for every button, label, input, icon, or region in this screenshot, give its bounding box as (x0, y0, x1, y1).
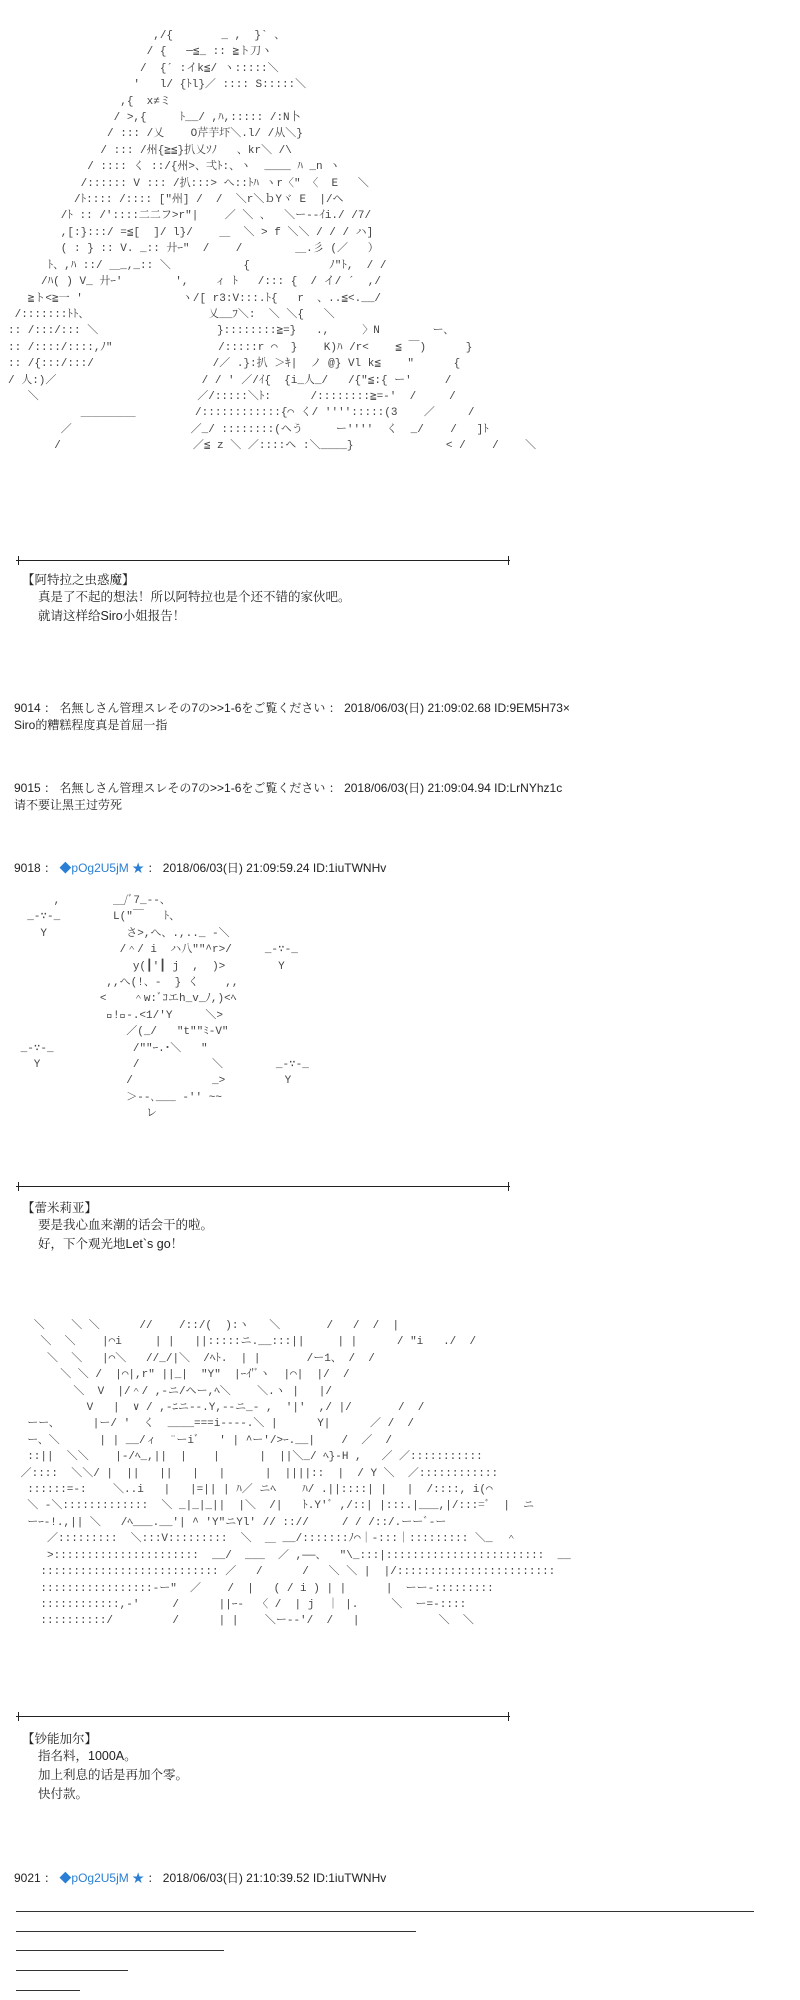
tripcode-link[interactable]: pOg2U5jM (71, 1871, 129, 1885)
post-header-9021 (14, 1869, 386, 1886)
post-number: 9021 ： (14, 1871, 57, 1885)
dialogue-divider (16, 560, 510, 561)
divider-tick-right (508, 556, 509, 565)
dialogue-divider (16, 1716, 510, 1717)
speech-line-3: 快付款。 (38, 1787, 89, 1801)
post-body-9014: Siro的糟糕程度真是首屈一指 (14, 718, 168, 732)
horizontal-line (16, 1970, 128, 1971)
speaker-name: 【蕾米莉亚】 (22, 1201, 98, 1215)
speech-line-1: 要是我心血来潮的话会干的啦。 (38, 1218, 214, 1232)
post-header-9018 (14, 859, 386, 876)
ascii-art-atlacha: ,/{ _ , }` 、 / { ─≦_ :: ≧ト刀ヽ / {´ :イk≦/ ヽ:::::＼ ' l/ {ﾄl}／ :::: S:::::＼ ,{ x≠ミ / >,{ ﾄ__/ ,ﾊ,::::: /:N卜 / ::: /乂 O芹芋圷＼.l/ /从＼} / ::: /州{≧≦}扒乂ｿﾉ 、kr＼ /\ / :::: く ::/{州>、弌ﾄ:、ヽ ____ ﾊ _n ヽ /:::::: V ::: /扒:::> へ::ﾄﾊ ヽr〈" 〈 E ＼ /ﾄ:::: /:::: ["州] / / ＼r＼ｂYヾ E |/ヘ /ﾄ :: /'::::二二フ>r"| ／ ＼ 、 ＼ー--ｲi./ /7/ ,[:}:::/ =≦[ ]/ l}/ ＿ ＼ > f ＼＼ / / / ハ] ( : } :: V. _:: 廾ｰ" / / ＿.彡 (／ ） ﾄ、,ﾊ ::/ ＿_,_:: ＼ { ﾉ"ﾄ, / / /ﾊ( ) V_ 廾ｰ' ', ィ ﾄ /::: { / イ/ ´ ,/ ≧ト<≧一 ' ヽ/[ r3:V:::.ﾄ{ r 、..≦<.__/ /:::::::ﾄﾄ、 乂__ﾌ＼: ＼ ＼{ ＼ :: /:::/::: ＼ }::::::::≧=} ., 〉N ー、 :: /::::/::::,ﾉ" /:::::r ⌒ } K)ﾊ /r< ≦ ￣) } :: /{:::/:::/ /／ .}:扒 ＞ｷ| ノ @} Vl k≦ " { / 人:)／ / / ' ／/ｲ{ {i_人_/ /{"≦:{ ー' / ＼ ／/:::::＼ﾄ: /::::::::≧=-' / / ＿＿＿＿＿ /::::::::::::{⌒ く/ '''':::::(3 ／ / ／ ／_/ ::::::::(ヘう ー'''' く _/ / ]ﾄ / ／≦ z ＼ ／::::ヘ :＼____} < / / ＼ (8, 30, 537, 453)
trip-diamond-icon: ◆ (59, 1871, 72, 1885)
speech-line-2: 就请这样给Siro小姐报告！ (38, 609, 186, 623)
post-number: 9018 ： (14, 861, 57, 875)
post-header-9014: 9014 ： 名無しさん管理スレその7の>>1-6をご覧ください ： 2018/06/03(日) 21:09:02.68 ID:9EM5H73× (14, 701, 570, 715)
horizontal-line (16, 1931, 416, 1932)
divider-tick-right (508, 1182, 509, 1191)
trip-diamond-icon: ◆ (59, 861, 72, 875)
post-header-9015: 9015 ： 名無しさん管理スレその7の>>1-6をご覧ください ： 2018/06/03(日) 21:09:04.94 ID:LrNYhz1c (14, 781, 563, 795)
dialogue-divider (16, 1186, 510, 1187)
star-icon: ★ (132, 861, 145, 875)
ascii-art-gil: ＼ ＼ ＼ // /::/( ):ヽ ＼ / / / | ＼ ＼ |⌒i | | ||:::::ニ.__:::|| | | / "i ./ / ＼ ＼ |⌒＼ //_/|＼ /ﾍﾄ. | | /ー1、 / / ＼ ＼ / |⌒|,r" ||_| "Y" |ｰｲ'ﾞヽ |⌒| |/ / ＼ V |/＾/ ,-ニ/ヘー,ﾍ＼ ＼.ヽ | |/ V | ∨ / ,-ﾆニ--.Y,--ニ_- , '|' ,/ |/ / / ーー、 |ー/ ' く ____===i----.＼ | Y| ／ / / ー、＼ | | __/ィ ¨ーiﾞ ' | ^ー'/>ｰ.__| / ／ / ::|| ＼＼ |-/ﾍ_,|| | | | ||＼_/ ﾍ}-H , ／ ／::::::::::: ／:::: ＼＼/ | || || | | | ||||:: | / Y ＼ ／:::::::::::: ::::::=-: ＼..i | |=|| | ﾊ／ ニﾍ ﾊ/ .||::::| | | /::::, i(⌒ ＼ -＼::::::::::::: ＼ _|_|_|| |＼ /| ﾄ.Y'ﾞ ,/::| |:::.|___,|/:::=ﾞ | ニ ーｰ-!.,|| ＼ /ﾍ___.__'| ^ 'Y"ニYl' // ::// / / /::/.ーーﾞ-ー ／::::::::: ＼:::V::::::::: ＼ ＿ __/:::::::ﾉ⌒｜-:::｜::::::::: ＼_ ＾ >:::::::::::::::::::::: __/ ___ ／ ,――、 "\_:::|:::::::::::::::::::::::: __ ::::::::::::::::::::::::::: ／ / / ＼ ＼ | |/:::::::::::::::::::::::: :::::::::::::::::-ー" ／ / | ( / i ) | | | ーー-::::::::: ::::::::::::,-' / ||ｰ- 〈 / | j ｜ |. ＼ ー=-:::: ::::::::::/ / | | ＼ー--'/ / | ＼ ＼ (20, 1320, 571, 1628)
speech-line-2: 加上利息的话是再加个零。 (38, 1768, 189, 1782)
star-icon: ★ (132, 1871, 145, 1885)
speech-line-1: 真是了不起的想法！所以阿特拉也是个还不错的家伙吧。 (38, 590, 351, 604)
divider-tick-left (18, 1712, 19, 1721)
horizontal-line (16, 1950, 224, 1951)
ascii-art-remilia: , ＿/ﾞ7_--、 _-∵-_ L("￣ ﾄ、 Y さ>,へ、.,.._ -＼ /＾/ i ハ八""^r>/ _-∵-_ y(┃'┃ j , )> Y ,,へ(!、- } く ,, < ＾w:ﾞｺエh_v_ﾉ,)<ﾍ ﾞ!／-.<1/'Y ＼> ／(_/ "t""ﾐ-V" _-∵-_ /""ｰ.･＼ " Y / ＼ _-∵-_ / _> Y ＞--､___ -'' ~~ レ (20, 895, 309, 1121)
post-meta: ： 2018/06/03(日) 21:10:39.52 ID:1iuTWNHv (147, 1871, 387, 1885)
horizontal-line (16, 1990, 80, 1991)
speech-line-1: 指名料，1000A。 (38, 1749, 137, 1763)
post-body-9015: 请不要让黑王过劳死 (14, 798, 123, 812)
horizontal-line (16, 1911, 754, 1912)
divider-tick-left (18, 1182, 19, 1191)
post-meta: ： 2018/06/03(日) 21:09:59.24 ID:1iuTWNHv (147, 861, 387, 875)
speech-line-2: 好，下个观光地Let`s go！ (38, 1237, 184, 1251)
divider-tick-left (18, 556, 19, 565)
speaker-name: 【阿特拉之虫惑魔】 (22, 573, 135, 587)
speaker-name: 【钞能加尔】 (22, 1732, 98, 1746)
tripcode-link[interactable]: pOg2U5jM (71, 861, 129, 875)
divider-tick-right (508, 1712, 509, 1721)
